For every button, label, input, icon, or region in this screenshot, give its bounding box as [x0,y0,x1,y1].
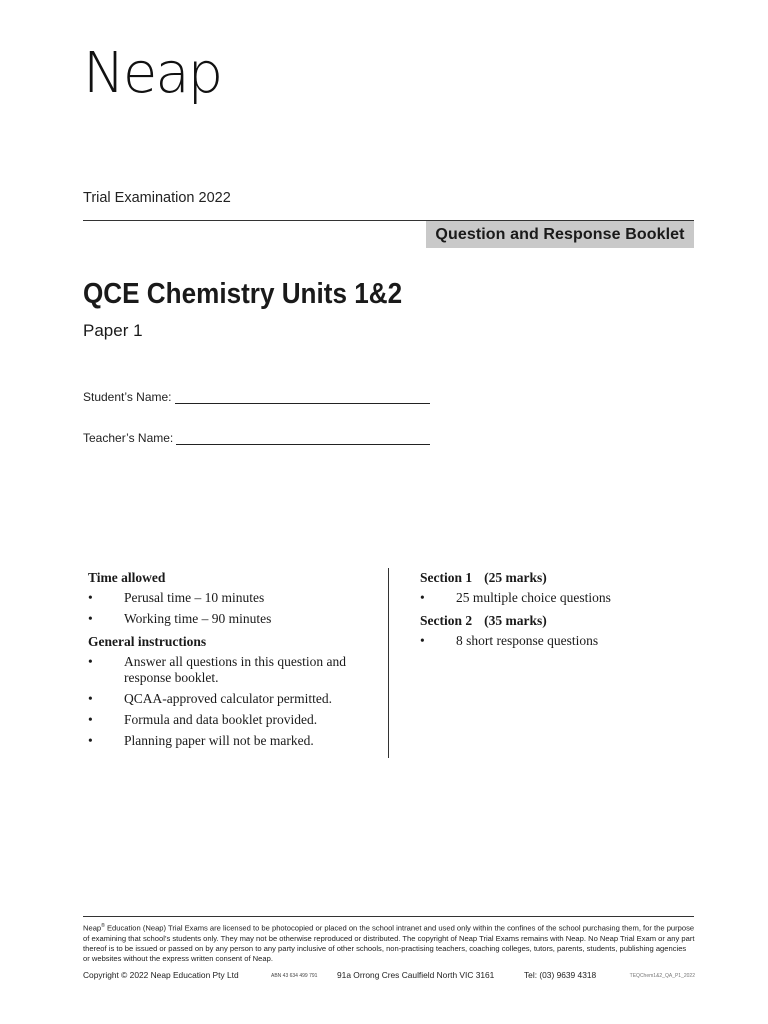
section-name: Section 1 [420,570,473,585]
bullet-icon: • [88,733,93,748]
general-instructions-list [88,654,378,749]
bullet-icon: • [420,633,425,648]
copyright-text: Copyright © 2022 Neap Education Pty Ltd [83,970,239,980]
legal-brand: Neap [83,923,102,933]
list-item-text: 8 short response questions [456,633,599,648]
column-divider [388,568,389,758]
time-allowed-heading: Time allowed [88,570,166,585]
section-marks: (35 marks) [484,613,547,628]
paper-label: Paper 1 [83,321,143,340]
bullet-icon: • [88,590,93,605]
sections-column [420,569,700,654]
list-item-text: Formula and data booklet provided. [124,712,318,727]
list-item-text: 25 multiple choice questions [456,590,611,605]
footer-divider [83,916,694,917]
list-item [88,611,378,627]
instructions-column [88,569,378,754]
list-item [420,590,700,606]
booklet-type-banner: Question and Response Booklet [426,221,694,248]
section-1-list [420,590,700,606]
list-item [88,691,378,707]
time-allowed-list [88,590,378,627]
section-2-heading [420,612,700,630]
list-item [420,633,700,649]
student-name-label: Student’s Name: [83,390,172,404]
address-text: 91a Orrong Cres Caulfield North VIC 3161 [337,970,495,980]
list-item [88,733,378,749]
list-item [88,590,378,606]
teacher-name-line[interactable] [176,432,430,445]
list-item-text: Working time – 90 minutes [124,611,272,626]
registered-mark: ® [101,923,105,929]
legal-notice [83,921,695,964]
student-name-field[interactable] [83,390,430,404]
document-code: TEQChem1&2_QA_P1_2022 [629,973,695,979]
list-item [88,654,378,686]
bullet-icon: • [420,590,425,605]
section-name: Section 2 [420,613,473,628]
bullet-icon: • [88,611,93,626]
list-item-text: Answer all questions in this question and response booklet. [124,654,346,685]
bullet-icon: • [88,712,93,727]
list-item-text: Perusal time – 10 minutes [124,590,265,605]
teacher-name-label: Teacher’s Name: [83,431,174,445]
legal-text: Education (Neap) Trial Exams are licensed to be photocopied or placed on the school intranet and used only within the confines of the school purchasing them, for the purpose of examining that school’s students only. They may not be otherwise reproduced or distributed. The copyright of Neap Trial Exams remains with Neap. No Neap Trial Exam or any part thereof is to be issued or passed on by any person to any party inclusive of other schools, non-practising teachers, coaching colleges, tutors, parents, students, publishing agencies or websites without the express written consent of Neap. [83,923,695,963]
general-instructions-heading: General instructions [88,634,207,649]
phone-text: Tel: (03) 9639 4318 [524,970,597,980]
section-marks: (25 marks) [484,570,547,585]
abn-text: ABN 43 634 499 791 [271,973,318,979]
bullet-icon: • [88,654,93,669]
list-item [88,712,378,728]
list-item-text: Planning paper will not be marked. [124,733,314,748]
section-2-list [420,633,700,649]
exam-year-label: Trial Examination 2022 [83,190,231,206]
neap-logo: Neap [83,41,222,106]
list-item-text: QCAA-approved calculator permitted. [124,691,333,706]
student-name-line[interactable] [175,391,430,404]
section-1-heading [420,569,700,587]
teacher-name-field[interactable] [83,431,430,445]
bullet-icon: • [88,691,93,706]
footer-contact-line [83,970,695,982]
page-title: QCE Chemistry Units 1&2 [83,278,403,310]
